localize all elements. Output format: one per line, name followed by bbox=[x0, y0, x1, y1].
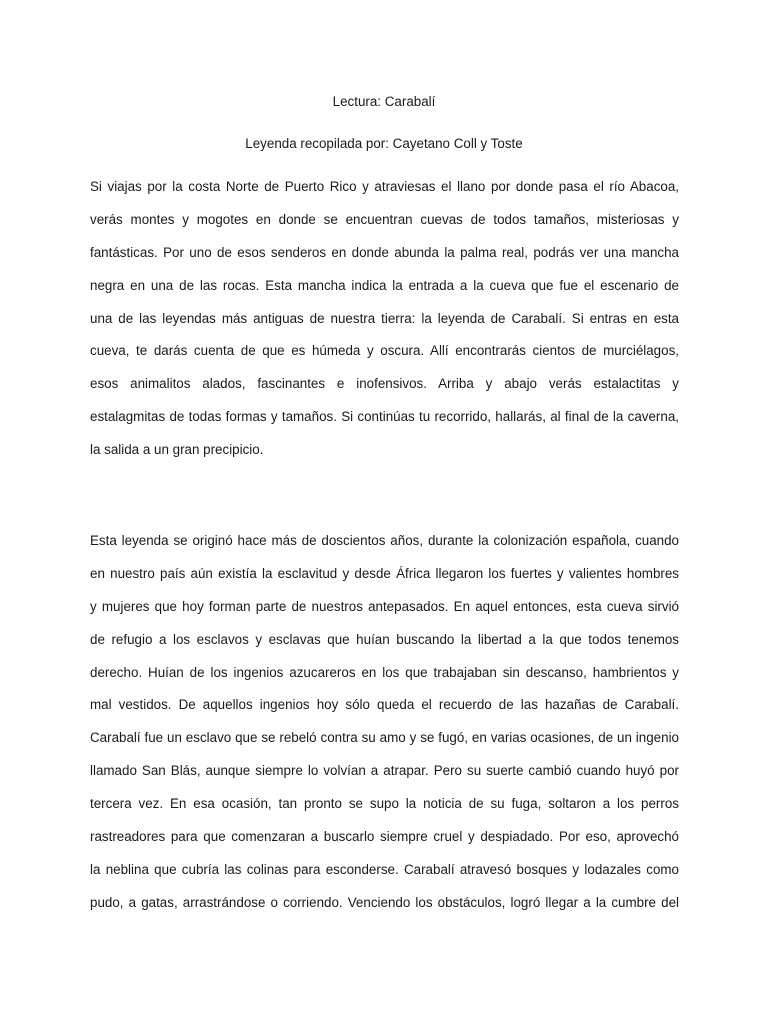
paragraph-line: tercera vez. En esa ocasión, tan pronto se supo la noticia de su fuga, soltaron a los perros bbox=[90, 796, 679, 812]
paragraph-line: la neblina que cubría las colinas para esconderse. Carabalí atravesó bosques y lodazales como bbox=[90, 861, 679, 877]
document-subtitle: Leyenda recopilada por: Cayetano Coll y Toste bbox=[245, 136, 523, 151]
paragraph-line: esos animalitos alados, fascinantes e inofensivos. Arriba y abajo verás estalactitas y bbox=[90, 376, 679, 392]
paragraph-line: derecho. Huían de los ingenios azucareros en los que trabajaban sin descanso, hambrientos y bbox=[90, 664, 679, 680]
paragraph-line: Esta leyenda se originó hace más de doscientos años, durante la colonización española, cuando bbox=[90, 533, 679, 548]
paragraph-line: pudo, a gatas, arrastrándose o corriendo. Venciendo los obstáculos, logró llegar a la cumbre del bbox=[90, 894, 679, 910]
paragraph-line: una de las leyendas más antiguas de nuestra tierra: la leyenda de Carabalí. Si entras en esta bbox=[90, 310, 679, 326]
paragraph-line: mal vestidos. De aquellos ingenios hoy sólo queda el recuerdo de las hazañas de Carabalí. bbox=[90, 697, 679, 713]
paragraph-line: llamado San Blás, aunque siempre lo volvían a atrapar. Pero su suerte cambió cuando huyó por bbox=[90, 763, 679, 779]
paragraph-line: fantásticas. Por uno de esos senderos en donde abunda la palma real, podrás ver una mancha bbox=[90, 244, 679, 260]
paragraph-line: de refugio a los esclavos y esclavas que huían buscando la libertad a la que todos tenemos bbox=[90, 631, 679, 647]
paragraph-line: y mujeres que hoy forman parte de nuestros antepasados. En aquel entonces, esta cueva sirvió bbox=[90, 598, 679, 614]
paragraph-line: cueva, te darás cuenta de que es húmeda y oscura. Allí encontrarás cientos de murciélagos, bbox=[90, 343, 679, 359]
paragraph-line: rastreadores para que comenzaran a buscarlo siempre cruel y despiadado. Por eso, aprovechó bbox=[90, 829, 679, 845]
paragraph-line: Si viajas por la costa Norte de Puerto Rico y atraviesas el llano por donde pasa el río Abacoa, bbox=[90, 179, 679, 194]
paragraph-line: la salida a un gran precipicio. bbox=[90, 442, 264, 458]
paragraph-line: en nuestro país aún existía la esclavitud y desde África llegaron los fuertes y valientes hombres bbox=[90, 565, 679, 581]
document-title: Lectura: Carabalí bbox=[332, 94, 436, 109]
paragraph-1 bbox=[90, 171, 679, 467]
paragraph-line: negra en una de las rocas. Esta mancha indica la entrada a la cueva que fue el escenario de bbox=[90, 277, 679, 293]
paragraph-line: verás montes y mogotes en donde se encuentran cuevas de todos tamaños, misteriosas y bbox=[90, 211, 679, 227]
paragraph-line: Carabalí fue un esclavo que se rebeló contra su amo y se fugó, en varias ocasiones, de un ingenio bbox=[90, 730, 679, 746]
paragraph-line: estalagmitas de todas formas y tamaños. Si continúas tu recorrido, hallarás, al final de la caverna, bbox=[90, 409, 679, 425]
paragraph-2 bbox=[90, 525, 679, 920]
